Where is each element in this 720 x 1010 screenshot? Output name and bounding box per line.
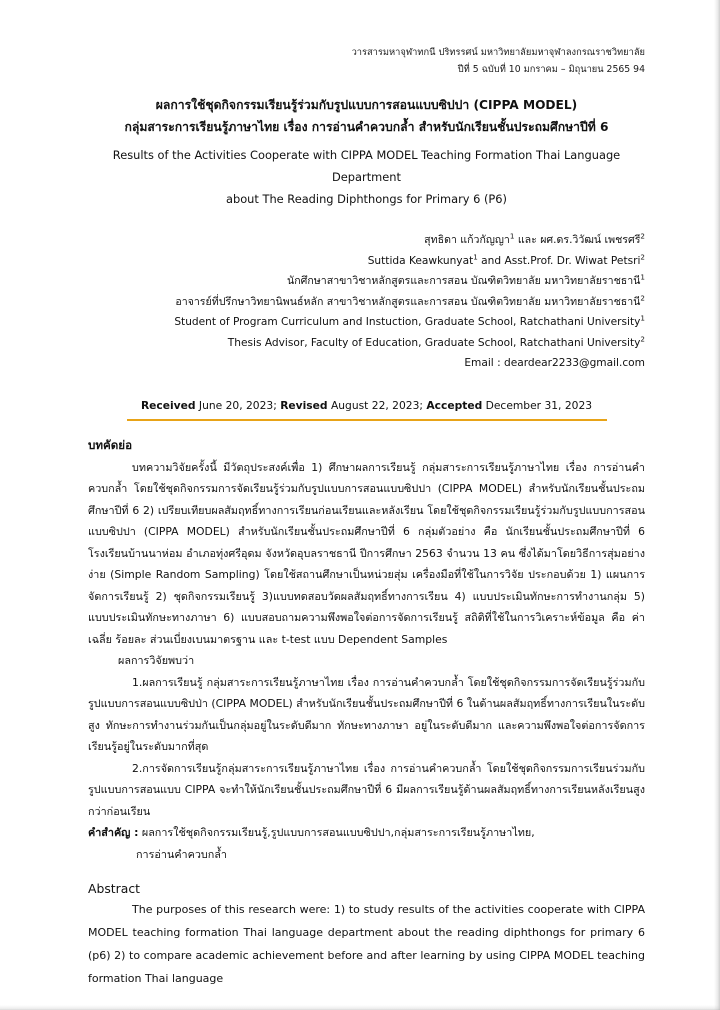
title-thai-line-1: ผลการใช้ชุดกิจกรรมเรียนรู้ร่วมกับรูปแบบการสอนแบบซิปปา (CIPPA MODEL)	[155, 98, 578, 112]
accepted-value: December 31, 2023	[482, 398, 593, 412]
submission-dates	[141, 399, 592, 412]
author-names-english-conjunction: and Asst.Prof. Dr. Wiwat Petsri	[477, 254, 641, 267]
keywords-thai-line-2: การอ่านคำควบกล้ำ	[136, 847, 227, 861]
affiliation-english-1	[88, 312, 645, 333]
abstract-english-heading: Abstract	[88, 881, 141, 896]
running-head-line-2: ปีที่ 5 ฉบับที่ 10 มกราคม – มิถุนายน 2565 94	[457, 64, 645, 75]
affiliation-thai-1-footnote: 1	[640, 272, 645, 282]
abstract-thai-paragraph: บทความวิจัยครั้งนี้ มีวัตถุประสงค์เพื่อ 1) ศึกษาผลการเรียนรู้ กลุ่มสาระการเรียนรู้ภาษาไทย เรื่อง การอ่านคำควบกล้ำ โดยใช้ชุดกิจกรรมการจัดเรียนรู้ร่วมกับรูปแบบการสอนแบบซิปปา (CIPPA MODEL) สำหรับนักเรียนชั้นประถมศึกษาปีที่ 6 2) เปรียบเทียบผลสัมฤทธิ์ทางการเรียนก่อนเรียนและหลังเรียน โดยใช้ชุดกิจกรรมเรียนรู้ร่วมกับรูปแบบการสอนแบบซิปปา (CIPPA MODEL) สำหรับนักเรียนชั้นประถมศึกษาปีที่ 6 กลุ่มตัวอย่าง คือ นักเรียนชั้นประถมศึกษาปีที่ 6 โรงเรียนบ้านนาห่อม อำเภอทุ่งศรีอุดม จังหวัดอุบลราชธานี ปีการศึกษา 2563 จำนวน 13 คน ซึ่งได้มาโดยวิธีการสุ่มอย่างง่าย (Simple Random Sampling) โดยใช้สถานศึกษาเป็นหน่วยสุ่ม เครื่องมือที่ใช้ในการวิจัย ประกอบด้วย 1) แผนการจัดการเรียนรู้ 2) ชุดกิจกรรมเรียนรู้ 3)แบบทดสอบวัดผลสัมฤทธิ์ทางการเรียน 4) แบบประเมินทักษะการทำงานกลุ่ม 5) แบบประเมินทักษะทางภาษา 6) แบบสอบถามความพึงพอใจต่อการจัดการเรียนรู้ สถิติที่ใช้ในการวิเคราะห์ข้อมูล คือ ค่าเฉลี่ย ร้อยละ ส่วนเบี่ยงเบนมาตรฐาน และ t-test แบบ Dependent Samples	[88, 460, 645, 646]
gold-divider-rule	[127, 419, 607, 421]
received-value: June 20, 2023;	[195, 398, 281, 412]
author-names-english	[88, 251, 645, 272]
page-edge-shadow-right	[714, 0, 720, 1010]
title-english-line-2: about The Reading Diphthongs for Primary 6 (P6)	[226, 192, 507, 206]
research-finding-1: 1.ผลการเรียนรู้ กลุ่มสาระการเรียนรู้ภาษาไทย เรื่อง การอ่านคำควบกล้ำ โดยใช้ชุดกิจกรรมการจัดเรียนรู้ร่วมกับรูปแบบการสอนแบบซิปป่า (CIPPA MODEL) สำหรับนักเรียนชั้นประถมศึกษาปีที่ 6 ในด้านผลสัมฤทธิ์ทางการเรียนในระดับสูง ทักษะการทำงานร่วมกันเป็นกลุ่มอยู่ในระดับดีมาก ทักษะทางภาษา อยู่ในระดับดีมาก และความพึงพอใจต่อการจัดการเรียนรู้อยู่ในระดับมากที่สุด	[88, 675, 645, 753]
page-title-thai	[88, 94, 645, 138]
affiliation-thai-1-text: นักศึกษาสาขาวิชาหลักสูตรและการสอน บัณฑิตวิทยาลัย มหาวิทยาลัยราชธานี	[287, 275, 641, 287]
author-block	[88, 230, 645, 374]
author-names-thai-conjunction: และ ผศ.ดร.วิวัฒน์ เพชรศรี	[514, 234, 641, 246]
title-thai-line-2: กลุ่มสาระการเรียนรู้ภาษาไทย เรื่อง การอ่านคำควบกล้ำ สำหรับนักเรียนชั้นประถมศึกษาปีที่ 6	[124, 120, 609, 134]
submission-dates-block	[88, 394, 645, 421]
running-head-line-1: วารสารมหาจุฬาทกนี ปริทรรศน์ มหาวิทยาลัยมหาจุฬาลงกรณราชวิทยาลัย	[351, 47, 645, 58]
author-names-thai	[88, 230, 645, 251]
revised-label: Revised	[280, 398, 328, 412]
research-results-label: ผลการวิจัยพบว่า	[118, 654, 195, 667]
page-edge-shadow-bottom	[0, 1005, 720, 1010]
abstract-english-block	[88, 881, 645, 990]
affiliation-english-2-footnote: 2	[640, 333, 645, 343]
author-thai-footnote-2: 2	[640, 231, 645, 241]
author-names-english-text: Suttida Keawkunyat	[367, 254, 474, 267]
research-finding-2: 2.การจัดการเรียนรู้กลุ่มสาระการเรียนรู้ภาษาไทย เรื่อง การอ่านคำควบกล้ำ โดยใช้ชุดกิจกรรมการเรียนร่วมกับรูปแบบการสอนแบบ CIPPA จะทำให้นักเรียนชั้นประถมศึกษาปีที่ 6 มีผลการเรียนรู้ด้านผลสัมฤทธิ์ทางการเรียนหลังเรียนสูงกว่าก่อนเรียน	[88, 761, 645, 818]
title-english-line-1: Results of the Activities Cooperate with CIPPA MODEL Teaching Formation Thai Language Department	[112, 148, 621, 184]
affiliation-thai-1	[88, 271, 645, 292]
affiliation-english-1-footnote: 1	[640, 313, 645, 323]
author-english-footnote-2: 2	[640, 251, 645, 261]
affiliation-thai-2	[88, 292, 645, 313]
abstract-thai-heading: บทคัดย่อ	[88, 437, 133, 452]
keywords-thai	[88, 822, 645, 844]
affiliation-english-2-text: Thesis Advisor, Faculty of Education, Graduate School, Ratchathani University	[227, 336, 641, 349]
received-label: Received	[140, 398, 196, 412]
accepted-label: Accepted	[426, 398, 483, 412]
author-thai-footnote-1: 1	[509, 231, 515, 241]
affiliation-english-2	[88, 333, 645, 354]
page-title-english	[88, 144, 645, 210]
affiliation-thai-2-footnote: 2	[640, 292, 645, 302]
keywords-thai-line-1: ผลการใช้ชุดกิจกรรมเรียนรู้,รูปแบบการสอนแบบซิปปา,กลุ่มสาระการเรียนรู้ภาษาไทย,	[138, 826, 535, 839]
abstract-english-paragraph: The purposes of this research were: 1) to study results of the activities cooperate with CIPPA MODEL teaching formation Thai language department about the reading diphthongs for primary 6 (p6) 2) to compare academic achievement before and after learning by using CIPPA MODEL teaching formation Thai language	[88, 903, 645, 985]
page-content	[88, 44, 645, 990]
keywords-thai-label: คำสำคัญ :	[88, 826, 139, 839]
author-english-footnote-1: 1	[473, 251, 478, 261]
affiliation-thai-2-text: อาจารย์ที่ปรึกษาวิทยานิพนธ์หลัก สาขาวิชาหลักสูตรและการสอน บัณฑิตวิทยาลัย มหาวิทยาลัยราชธานี	[175, 295, 641, 308]
running-head	[88, 44, 645, 78]
author-email[interactable]: Email : deardear2233@gmail.com	[464, 357, 645, 369]
affiliation-english-1-text: Student of Program Curriculum and Instuction, Graduate School, Ratchathani University	[174, 316, 641, 328]
author-names-thai-text: สุทธิดา แก้วกัญญา	[424, 234, 510, 246]
revised-value: August 22, 2023;	[327, 398, 427, 412]
